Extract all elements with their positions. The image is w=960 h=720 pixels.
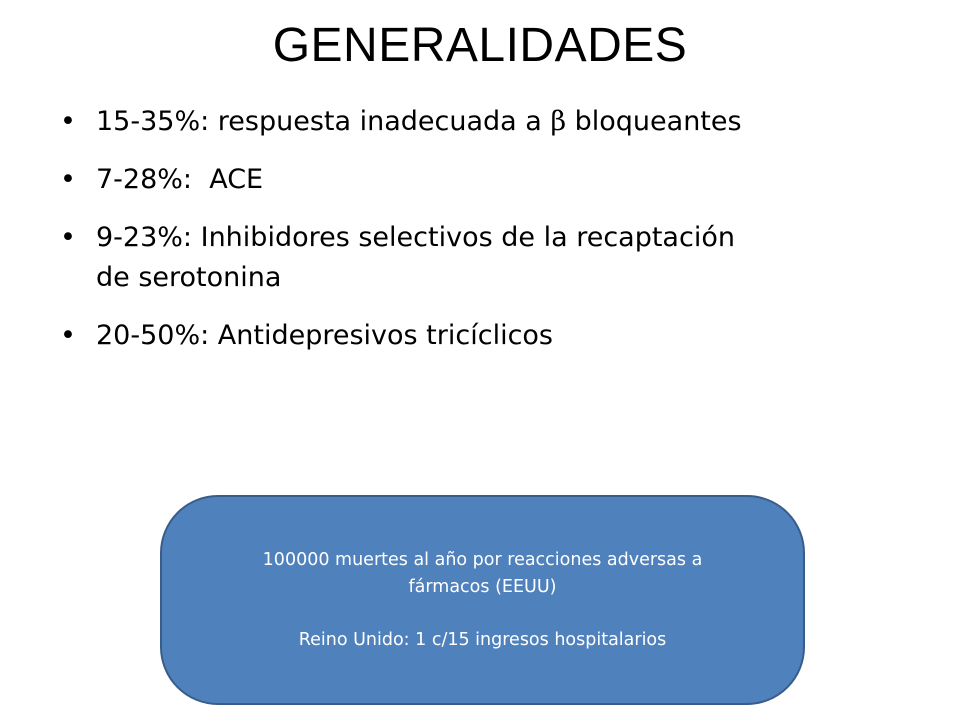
bullet-item-tricyclics [58,316,758,356]
callout-line-usa: fármacos (EEUU) [408,576,557,597]
bullet-marker: • [60,320,76,351]
bullet-marker: • [60,164,76,195]
bullet-text-start: 15-35%: respuesta inadecuada a [96,106,551,137]
beta-symbol: β [550,106,567,137]
bullet-text: 7-28%: ACE [96,164,264,195]
bullet-item-ace [58,160,758,200]
bullet-text: 20-50%: Antidepresivos tricíclicos [96,320,553,351]
slide-title: GENERALIDADES [272,19,688,72]
callout-line-deaths: 100000 muertes al año por reacciones adversas a [262,549,703,570]
bullet-item-ssri [58,218,758,298]
bullet-marker: • [60,106,76,137]
bullet-text: 9-23%: Inhibidores selectivos de la recaptación de serotonina [96,222,735,293]
bullet-marker: • [60,222,76,253]
adverse-reactions-callout [160,495,805,705]
bullet-text-end: bloqueantes [566,106,742,137]
bullet-item-beta-blockers [58,102,758,142]
callout-line-uk: Reino Unido: 1 c/15 ingresos hospitalarios [298,629,667,650]
bullet-list [58,102,758,374]
